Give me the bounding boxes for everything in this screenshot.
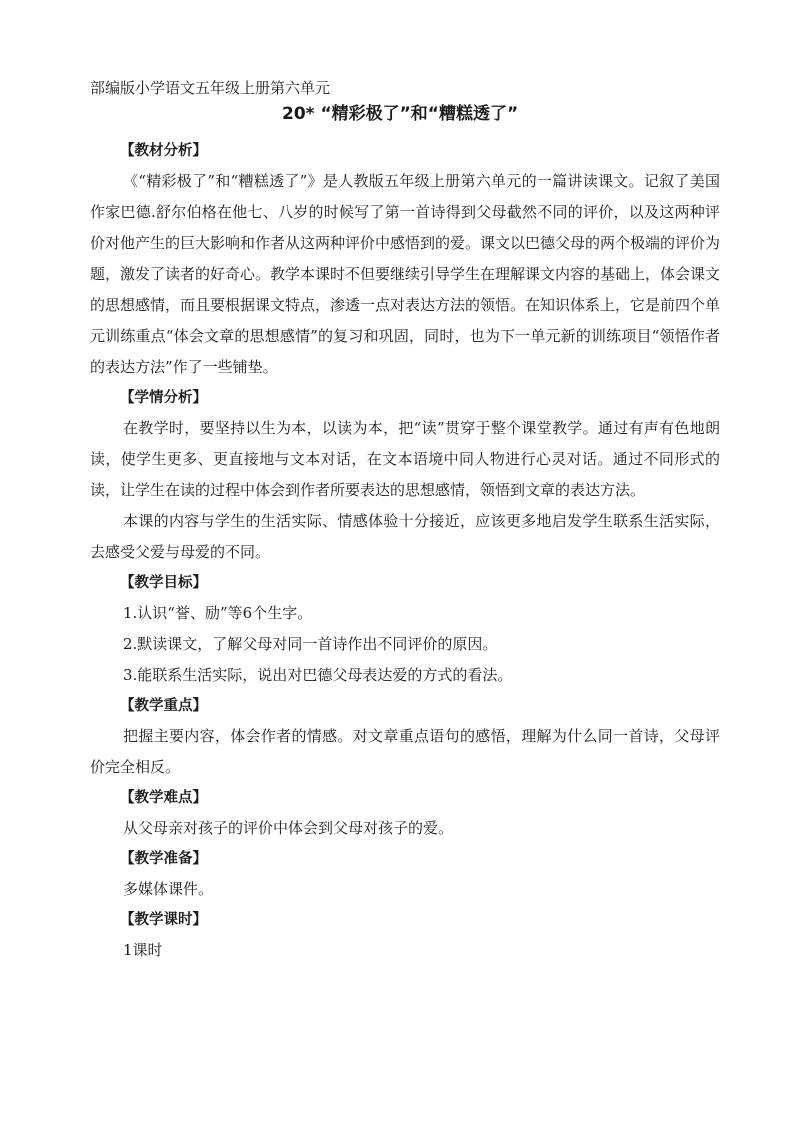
key-points-paragraph: 把握主要内容，体会作者的情感。对文章重点语句的感悟，理解为什么同一首诗，父母评价完全相反。 (90, 727, 720, 776)
document-page (90, 78, 720, 966)
preparation-paragraph: 多媒体课件。 (123, 880, 214, 898)
learner-analysis-paragraph-2: 本课的内容与学生的生活实际、情感体验十分接近，应该更多地启发学生联系生活实际，去感受父爱与母爱的不同。 (90, 512, 720, 561)
objective-item: 2.默读课文，了解父母对同一首诗作出不同评价的原因。 (123, 635, 498, 653)
section-heading-preparation: 【教学准备】 (120, 851, 207, 867)
section-heading-learner-analysis: 【学情分析】 (120, 390, 207, 406)
section-heading-objectives: 【教学目标】 (120, 575, 207, 591)
difficulties-paragraph: 从父母亲对孩子的评价中体会到父母对孩子的爱。 (123, 819, 454, 837)
objective-item: 1.认识“誉、励”等6个生字。 (123, 604, 313, 622)
periods-paragraph: 1课时 (123, 941, 163, 959)
document-title: 20* “精彩极了”和“糟糕透了” (282, 104, 519, 124)
section-heading-difficulties: 【教学难点】 (120, 790, 207, 806)
section-heading-textbook-analysis: 【教材分析】 (120, 143, 207, 159)
document-header: 部编版小学语文五年级上册第六单元 (90, 79, 331, 97)
learner-analysis-paragraph-1: 在教学时，要坚持以生为本，以读为本，把“读”贯穿于整个课堂教学。通过有声有色地朗读，使学生更多、更直接地与文本对话，在文本语境中同人物进行心灵对话。通过不同形式的读，让学生在读的过程中体会到作者所要表达的思想感情，领悟到文章的表达方法。 (90, 419, 720, 499)
objective-item: 3.能联系生活实际，说出对巴德父母表达爱的方式的看法。 (123, 666, 513, 684)
section-heading-periods: 【教学课时】 (120, 912, 207, 928)
section-heading-key-points: 【教学重点】 (120, 698, 207, 714)
textbook-analysis-paragraph: 《“精彩极了”和“糟糕透了”》是人教版五年级上册第六单元的一篇讲读课文。记叙了美国作家巴德.舒尔伯格在他七、八岁的时候写了第一首诗得到父母截然不同的评价，以及这两种评价对他产生的巨大影响和作者从这两种评价中感悟到的爱。课文以巴德父母的两个极端的评价为题，激发了读者的好奇心。教学本课时不但要继续引导学生在理解课文内容的基础上，体会课文的思想感情，而且要根据课文特点，渗透一点对表达方法的领悟。在知识体系上，它是前四个单元训练重点“体会文章的思想感情”的复习和巩固，同时，也为下一单元新的训练项目“领悟作者的表达方法”作了一些铺垫。 (90, 172, 721, 376)
